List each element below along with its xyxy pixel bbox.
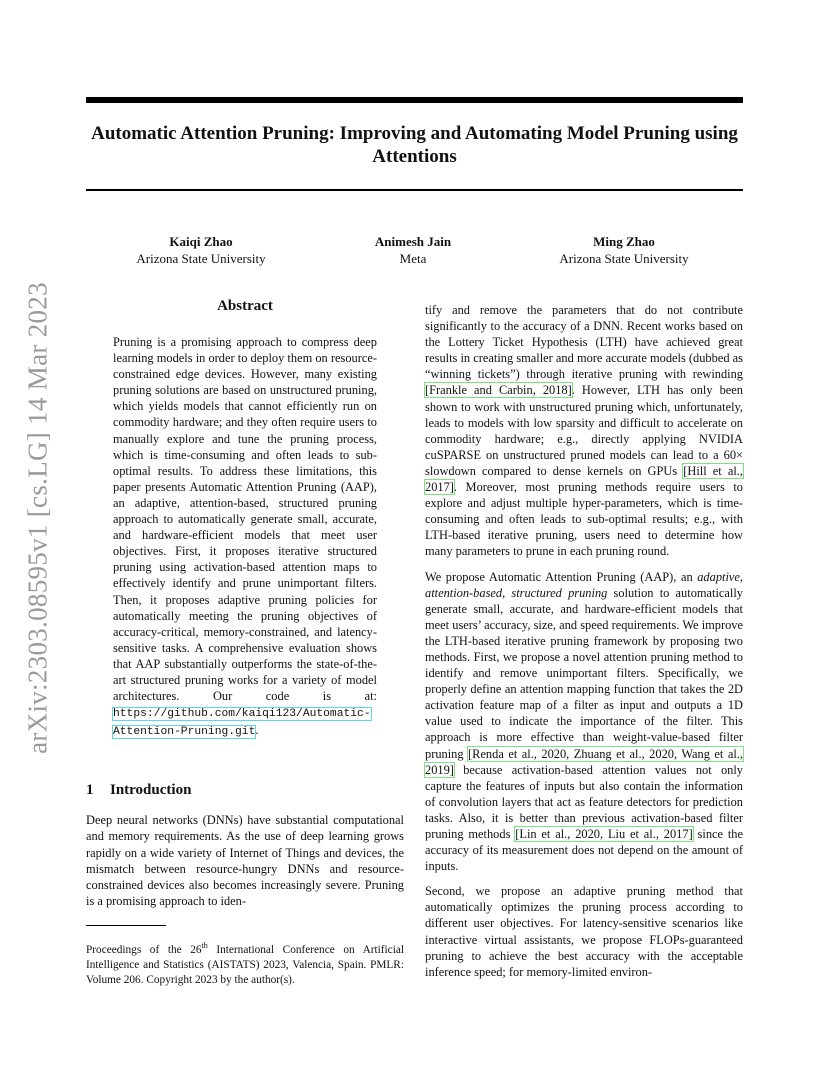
right-paragraph-3: Second, we propose an adaptive pruning method that automatically optimizes the pruning process according to different user objectives. For latency-sensitive scenarios like interactive virtual assistants, we propose FLOPs-guaranteed pruning to achieve the best accuracy with the acceptable inference speed; for memory-limited environ- — [425, 884, 743, 979]
author-block — [86, 233, 743, 273]
code-link[interactable]: https://github.com/kaiqi123/Automatic-Attention-Pruning.git — [113, 708, 371, 739]
text-run: because activation-based attention values not only capture the features of inputs but also contain the information of convolution layers that act as feature detectors for prediction tasks. Also, it is better than previous activation-based filter pruning methods — [425, 762, 743, 841]
arxiv-stamp-text: arXiv:2303.08595v1 [cs.LG] 14 Mar 2023 — [22, 282, 53, 754]
title-bottom-rule — [86, 189, 743, 191]
abstract-end: . — [255, 723, 259, 738]
right-paragraph-1 — [425, 302, 743, 560]
citation-link[interactable]: [Hill et al., 2017] — [425, 463, 743, 495]
author-affiliation: Meta — [399, 251, 427, 266]
abstract-heading: Abstract — [217, 298, 273, 314]
footnote — [86, 938, 404, 988]
footnote-rule — [86, 925, 166, 926]
abstract-body: Pruning is a promising approach to compress deep learning models in order to deploy them on resource-constrained edge devices. However, many existing pruning solutions are based on unstructured pruning, which yields models that cannot efficiently run on commodity hardware; and they often require users to manually explore and tune the pruning process, which is time-consuming and often leads to sub-optimal results. To address these limitations, this paper presents Automatic Attention Pruning (AAP), an adaptive, attention-based, structured pruning approach to automatically generate small, accurate, and hardware-efficient models that meet user objectives. First, it proposes iterative structured pruning using activation-based attention maps to effectively identify and prune unimportant filters. Then, it proposes adaptive pruning policies for automatically meeting the pruning objectives of accuracy-critical, memory-constrained, and latency-sensitive tasks. A comprehensive evaluation shows that AAP substantially outperforms the state-of-the-art structured pruning works for a variety of model architectures. Our code is at: — [113, 335, 377, 704]
author-name: Animesh Jain — [374, 234, 452, 249]
author-3 — [514, 233, 734, 267]
author-1 — [91, 233, 311, 267]
text-run: tify and remove the parameters that do not contribute significantly to the accuracy of a DNN. Recent works based on the Lottery Ticket Hypothesis (LTH) have achieved great results in creating smaller and more accurate models (dubbed as “winning tickets”) through iterative pruning with rewinding — [425, 303, 743, 382]
emphasis-text: adaptive, attention-based, structured pruning — [425, 569, 743, 600]
abstract-text — [113, 334, 377, 740]
text-run: solution to automatically generate small, accurate, and hardware-efficient models that meet users’ accuracy, size, and speed requirements. We improve the LTH-based iterative pruning framework by proposing two methods. First, we propose a novel attention pruning method to identify and remove unimportant filters. Specifically, we properly define an attention mapping function that takes the 2D activation feature map of a filter as input and outputs a 1D value used to indicate the importance of the filter. This approach is more effective than weight-value-based filter pruning — [425, 585, 743, 761]
section-heading-introduction — [86, 780, 404, 800]
author-affiliation: Arizona State University — [136, 251, 266, 266]
citation-link[interactable]: [Frankle and Carbin, 2018] — [425, 383, 572, 398]
citation-link[interactable]: [Renda et al., 2020, Zhuang et al., 2020, Wang et al., 2019] — [425, 746, 743, 777]
author-name: Kaiqi Zhao — [169, 234, 233, 249]
footnote-sup: th — [201, 940, 208, 950]
text-run: We propose Automatic Attention Pruning (AAP), an — [425, 569, 698, 584]
left-column — [86, 296, 404, 988]
text-run: . However, LTH has only been shown to work with unstructured pruning which, unfortunately, leads to models with low sparsity and difficult to accelerate on commodity hardware; e.g., directly applying NVIDIA cuSPARSE on unstructured pruned models can lead to a 60× slowdown compared to dense kernels on GPUs — [425, 383, 743, 478]
intro-paragraph: Deep neural networks (DNNs) have substantial computational and memory requirements. As the use of deep learning grows rapidly on a wide variety of Internet of Things and devices, the mismatch between resource-hungry DNNs and resource-constrained devices also becomes increasingly severe. Pruning is a promising approach to iden- — [86, 813, 404, 908]
arxiv-stamp — [24, 283, 52, 753]
top-rule — [86, 97, 743, 103]
right-column — [425, 302, 743, 989]
author-name: Ming Zhao — [593, 234, 655, 249]
text-run: . Moreover, most pruning methods require users to explore and adjust multiple hyper-parameters, which is time-consuming and often leads to sub-optimal results; e.g., with LTH-based iterative pruning, users need to determine how many parameters to prune in each pruning round. — [425, 480, 743, 559]
section-number: 1 — [86, 782, 94, 799]
paper-title: Automatic Attention Pruning: Improving and Automating Model Pruning using Attentions — [91, 123, 738, 167]
author-affiliation: Arizona State University — [559, 251, 689, 266]
footnote-post: International Conference on Artificial Intelligence and Statistics (AISTATS) 2023, Valencia, Spain. PMLR: Volume 206. Copyright 2023 by the author(s). — [86, 943, 404, 986]
author-2 — [303, 233, 523, 267]
citation-link[interactable]: [Lin et al., 2020, Liu et al., 2017] — [515, 827, 693, 841]
right-paragraph-2 — [425, 569, 743, 875]
footnote-pre: Proceedings of the 26 — [86, 943, 202, 956]
section-title: Introduction — [110, 782, 192, 799]
text-run: since the accuracy of its measurement does not depend on the amount of inputs. — [425, 827, 744, 874]
